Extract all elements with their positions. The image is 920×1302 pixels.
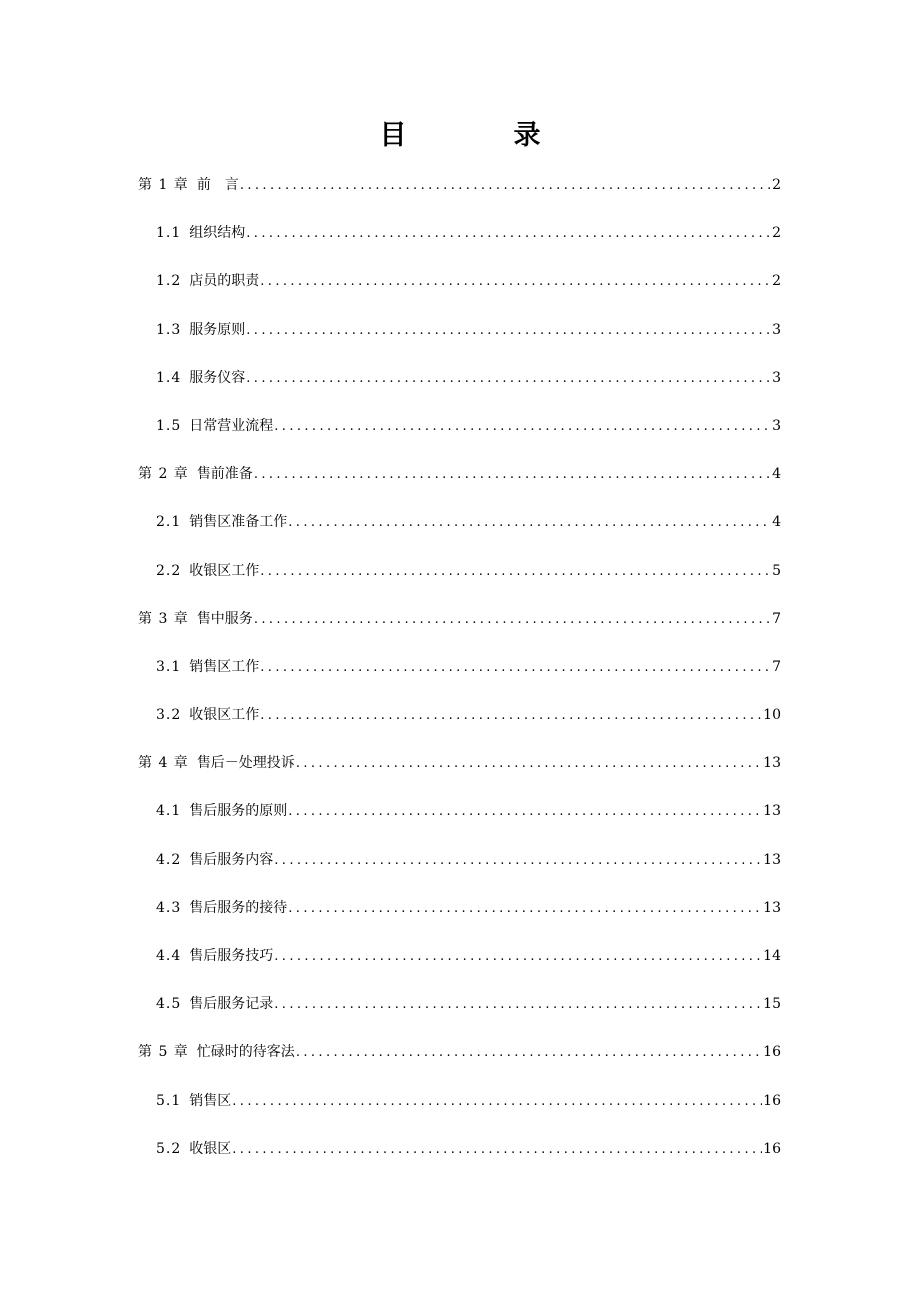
toc-entry-number: 第 4 章 xyxy=(138,755,189,772)
toc-dot-leader xyxy=(260,553,771,591)
toc-entry-number: 2.2 xyxy=(156,562,182,579)
toc-entry-number: 5.1 xyxy=(156,1092,182,1109)
toc-chapter-entry[interactable] xyxy=(138,600,781,648)
toc-entry-label: 店员的职责 xyxy=(189,273,260,290)
toc-dot-leader xyxy=(296,745,762,783)
toc-entry-label: 售后－处理投诉 xyxy=(196,755,295,772)
toc-entry-label: 销售区工作 xyxy=(189,658,260,675)
toc-entry-page-number: 3 xyxy=(772,321,781,338)
toc-entry-number: 第 1 章 xyxy=(138,177,189,193)
toc-entry-number: 5.2 xyxy=(156,1140,182,1157)
toc-entry-page-number: 14 xyxy=(763,948,781,964)
toc-entry-page-number: 13 xyxy=(763,803,781,820)
toc-entry-label: 服务仪容 xyxy=(189,369,246,386)
toc-entry-page-number: 3 xyxy=(772,417,781,434)
toc-dot-leader xyxy=(246,360,771,398)
toc-section-entry[interactable] xyxy=(138,359,781,407)
toc-entry-page-number: 2 xyxy=(772,273,781,290)
toc-section-entry[interactable] xyxy=(138,1082,781,1130)
toc-entry-number: 1.1 xyxy=(156,225,182,242)
page-title: 目 录 xyxy=(379,120,581,151)
toc-section-entry[interactable] xyxy=(138,311,781,359)
toc-section-entry[interactable] xyxy=(138,937,781,985)
toc-entry-label: 组织结构 xyxy=(189,225,246,242)
toc-entry-page-number: 4 xyxy=(772,466,781,483)
toc-section-entry[interactable] xyxy=(138,648,781,696)
toc-entry-page-number: 2 xyxy=(772,177,781,193)
toc-entry-label: 售后服务的接待 xyxy=(189,899,288,916)
toc-entry-label: 前 言 xyxy=(196,177,239,193)
toc-entry-number: 1.3 xyxy=(156,321,182,338)
toc-chapter-entry[interactable] xyxy=(138,744,781,792)
toc-chapter-entry[interactable] xyxy=(138,455,781,503)
toc-dot-leader xyxy=(296,1034,762,1072)
toc-dot-leader xyxy=(260,263,771,301)
toc-entry-page-number: 7 xyxy=(772,610,781,627)
toc-entry-label: 收银区工作 xyxy=(189,707,260,724)
toc-chapter-entry[interactable] xyxy=(138,166,781,214)
table-of-contents xyxy=(138,166,781,1178)
toc-chapter-entry[interactable] xyxy=(138,1033,781,1081)
toc-section-entry[interactable] xyxy=(138,1130,781,1178)
toc-section-entry[interactable] xyxy=(138,696,781,744)
toc-entry-page-number: 4 xyxy=(772,514,781,531)
toc-entry-page-number: 16 xyxy=(763,1092,781,1109)
toc-entry-number: 1.2 xyxy=(156,273,182,290)
toc-entry-label: 服务原则 xyxy=(189,321,246,338)
toc-entry-number: 4.4 xyxy=(156,948,182,964)
toc-entry-label: 售后服务技巧 xyxy=(189,948,274,964)
toc-section-entry[interactable] xyxy=(138,985,781,1033)
toc-entry-label: 售中服务 xyxy=(196,610,253,627)
toc-dot-leader xyxy=(254,601,771,639)
toc-entry-number: 第 3 章 xyxy=(138,610,189,627)
toc-section-entry[interactable] xyxy=(138,552,781,600)
toc-dot-leader xyxy=(260,649,771,687)
toc-entry-label: 销售区 xyxy=(189,1092,232,1109)
toc-entry-page-number: 16 xyxy=(763,1044,781,1061)
toc-dot-leader xyxy=(254,456,771,494)
toc-entry-page-number: 3 xyxy=(772,369,781,386)
toc-section-entry[interactable] xyxy=(138,792,781,840)
toc-entry-label: 忙碌时的待客法 xyxy=(196,1044,295,1061)
toc-entry-page-number: 13 xyxy=(763,899,781,916)
toc-entry-number: 4.3 xyxy=(156,899,182,916)
toc-entry-label: 售前准备 xyxy=(196,466,253,483)
toc-entry-page-number: 2 xyxy=(772,225,781,242)
toc-entry-label: 收银区 xyxy=(189,1140,232,1157)
toc-entry-label: 售后服务的原则 xyxy=(189,803,288,820)
toc-dot-leader xyxy=(232,1131,762,1169)
toc-entry-number: 3.2 xyxy=(156,707,182,724)
toc-entry-number: 第 5 章 xyxy=(138,1044,189,1061)
toc-entry-number: 2.1 xyxy=(156,514,182,531)
toc-entry-page-number: 5 xyxy=(772,562,781,579)
toc-entry-label: 销售区准备工作 xyxy=(189,514,288,531)
toc-dot-leader xyxy=(274,842,762,880)
toc-dot-leader xyxy=(246,215,771,253)
toc-section-entry[interactable] xyxy=(138,214,781,262)
toc-entry-number: 1.4 xyxy=(156,369,182,386)
toc-entry-page-number: 13 xyxy=(763,755,781,772)
toc-dot-leader xyxy=(246,312,771,350)
toc-entry-number: 4.5 xyxy=(156,996,182,1013)
toc-dot-leader xyxy=(288,793,762,831)
toc-entry-page-number: 13 xyxy=(763,851,781,868)
toc-entry-page-number: 7 xyxy=(772,658,781,675)
toc-dot-leader xyxy=(260,697,762,735)
toc-entry-label: 售后服务记录 xyxy=(189,996,274,1013)
toc-entry-page-number: 16 xyxy=(763,1140,781,1157)
toc-entry-label: 售后服务内容 xyxy=(189,851,274,868)
toc-dot-leader xyxy=(274,986,762,1024)
toc-dot-leader xyxy=(288,890,762,928)
toc-section-entry[interactable] xyxy=(138,889,781,937)
toc-entry-label: 收银区工作 xyxy=(189,562,260,579)
toc-entry-label: 日常营业流程 xyxy=(189,417,274,434)
toc-dot-leader xyxy=(288,504,771,542)
toc-dot-leader xyxy=(232,1083,762,1121)
toc-entry-number: 3.1 xyxy=(156,658,182,675)
toc-section-entry[interactable] xyxy=(138,503,781,551)
toc-section-entry[interactable] xyxy=(138,841,781,889)
toc-entry-number: 1.5 xyxy=(156,417,182,434)
toc-entry-number: 4.2 xyxy=(156,851,182,868)
toc-section-entry[interactable] xyxy=(138,262,781,310)
toc-section-entry[interactable] xyxy=(138,407,781,455)
toc-dot-leader xyxy=(240,167,771,205)
toc-entry-page-number: 10 xyxy=(763,707,781,724)
toc-dot-leader xyxy=(274,408,771,446)
toc-entry-page-number: 15 xyxy=(763,996,781,1013)
toc-entry-number: 第 2 章 xyxy=(138,466,189,483)
toc-dot-leader xyxy=(274,938,762,976)
toc-entry-number: 4.1 xyxy=(156,803,182,820)
